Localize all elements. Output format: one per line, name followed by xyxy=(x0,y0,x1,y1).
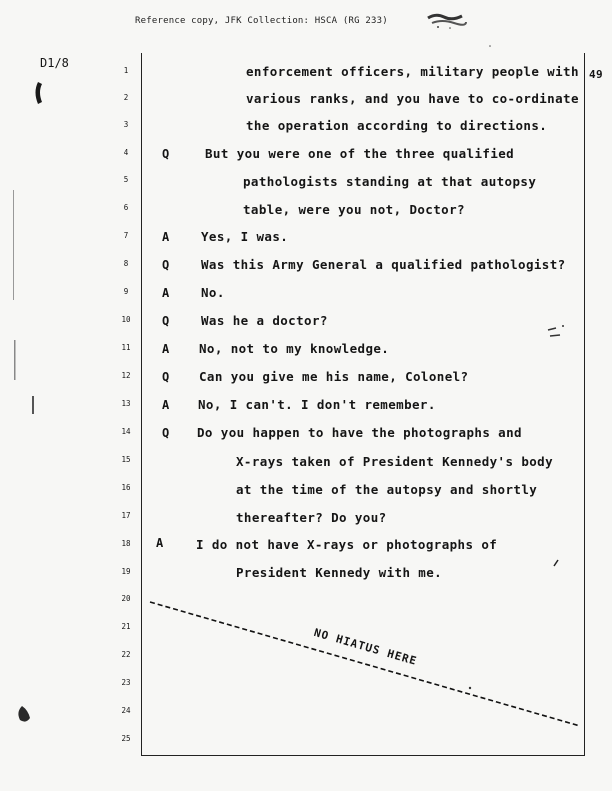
line-number: 12 xyxy=(121,371,131,380)
line-number: 14 xyxy=(121,427,131,436)
transcript-line: pathologists standing at that autopsy xyxy=(243,174,537,189)
transcript-line: Was this Army General a qualified pathologist? xyxy=(201,257,566,272)
transcript-line: thereafter? Do you? xyxy=(236,510,387,525)
transcript-line: Do you happen to have the photographs and xyxy=(197,425,522,440)
transcript-line: I do not have X-rays or photographs of xyxy=(196,537,498,552)
transcript-line: table, were you not, Doctor? xyxy=(243,202,465,217)
transcript-line: No, I can't. I don't remember. xyxy=(198,397,436,412)
line-number: 21 xyxy=(121,622,131,631)
line-number: 23 xyxy=(121,678,131,687)
page-identifier: D1/8 xyxy=(40,56,69,70)
speaker-label: A xyxy=(156,536,164,550)
speaker-label: A xyxy=(162,286,170,300)
speaker-label: A xyxy=(162,230,170,244)
line-number: 24 xyxy=(121,706,131,715)
line-number: 20 xyxy=(121,594,131,603)
line-number: 25 xyxy=(121,734,131,743)
speaker-label: Q xyxy=(162,370,170,384)
line-number: 8 xyxy=(123,259,129,268)
line-number: 2 xyxy=(123,93,129,102)
transcript-line: No, not to my knowledge. xyxy=(199,341,390,356)
speaker-label: Q xyxy=(162,147,170,161)
speaker-label: A xyxy=(162,342,170,356)
speaker-label: A xyxy=(162,398,170,412)
speaker-label: Q xyxy=(162,314,170,328)
transcript-line: at the time of the autopsy and shortly xyxy=(236,482,538,497)
line-number: 1 xyxy=(123,66,129,75)
line-number: 18 xyxy=(121,539,131,548)
line-number: 16 xyxy=(121,483,131,492)
line-number: 7 xyxy=(123,231,129,240)
line-number: 17 xyxy=(121,511,131,520)
transcript-line: President Kennedy with me. xyxy=(236,565,443,580)
line-number: 5 xyxy=(123,175,129,184)
speaker-label: Q xyxy=(162,426,170,440)
transcript-line: Was he a doctor? xyxy=(201,313,328,328)
line-number: 4 xyxy=(123,148,129,157)
margin-page-number: 49 xyxy=(589,68,604,81)
line-number: 11 xyxy=(121,343,131,352)
transcript-line: X-rays taken of President Kennedy's body xyxy=(236,454,554,469)
line-number: 13 xyxy=(121,399,131,408)
line-number: 15 xyxy=(121,455,131,464)
line-number: 9 xyxy=(123,287,129,296)
line-number: 3 xyxy=(123,120,129,129)
transcript-line: But you were one of the three qualified xyxy=(205,146,515,161)
transcript-line: Yes, I was. xyxy=(201,229,289,244)
speaker-label: Q xyxy=(162,258,170,272)
hiatus-annotation: NO HIATUS HERE xyxy=(312,626,419,668)
transcript-line: various ranks, and you have to co-ordinate xyxy=(246,91,579,106)
line-number: 22 xyxy=(121,650,131,659)
transcript-line: enforcement officers, military people with xyxy=(246,64,579,79)
transcript-line: Can you give me his name, Colonel? xyxy=(199,369,469,384)
line-number: 19 xyxy=(121,567,131,576)
collection-header: Reference copy, JFK Collection: HSCA (RG 233) xyxy=(135,16,388,26)
transcript-line: No. xyxy=(201,285,225,300)
transcript-line: the operation according to directions. xyxy=(246,118,548,133)
line-number: 10 xyxy=(121,315,131,324)
line-number: 6 xyxy=(123,203,129,212)
